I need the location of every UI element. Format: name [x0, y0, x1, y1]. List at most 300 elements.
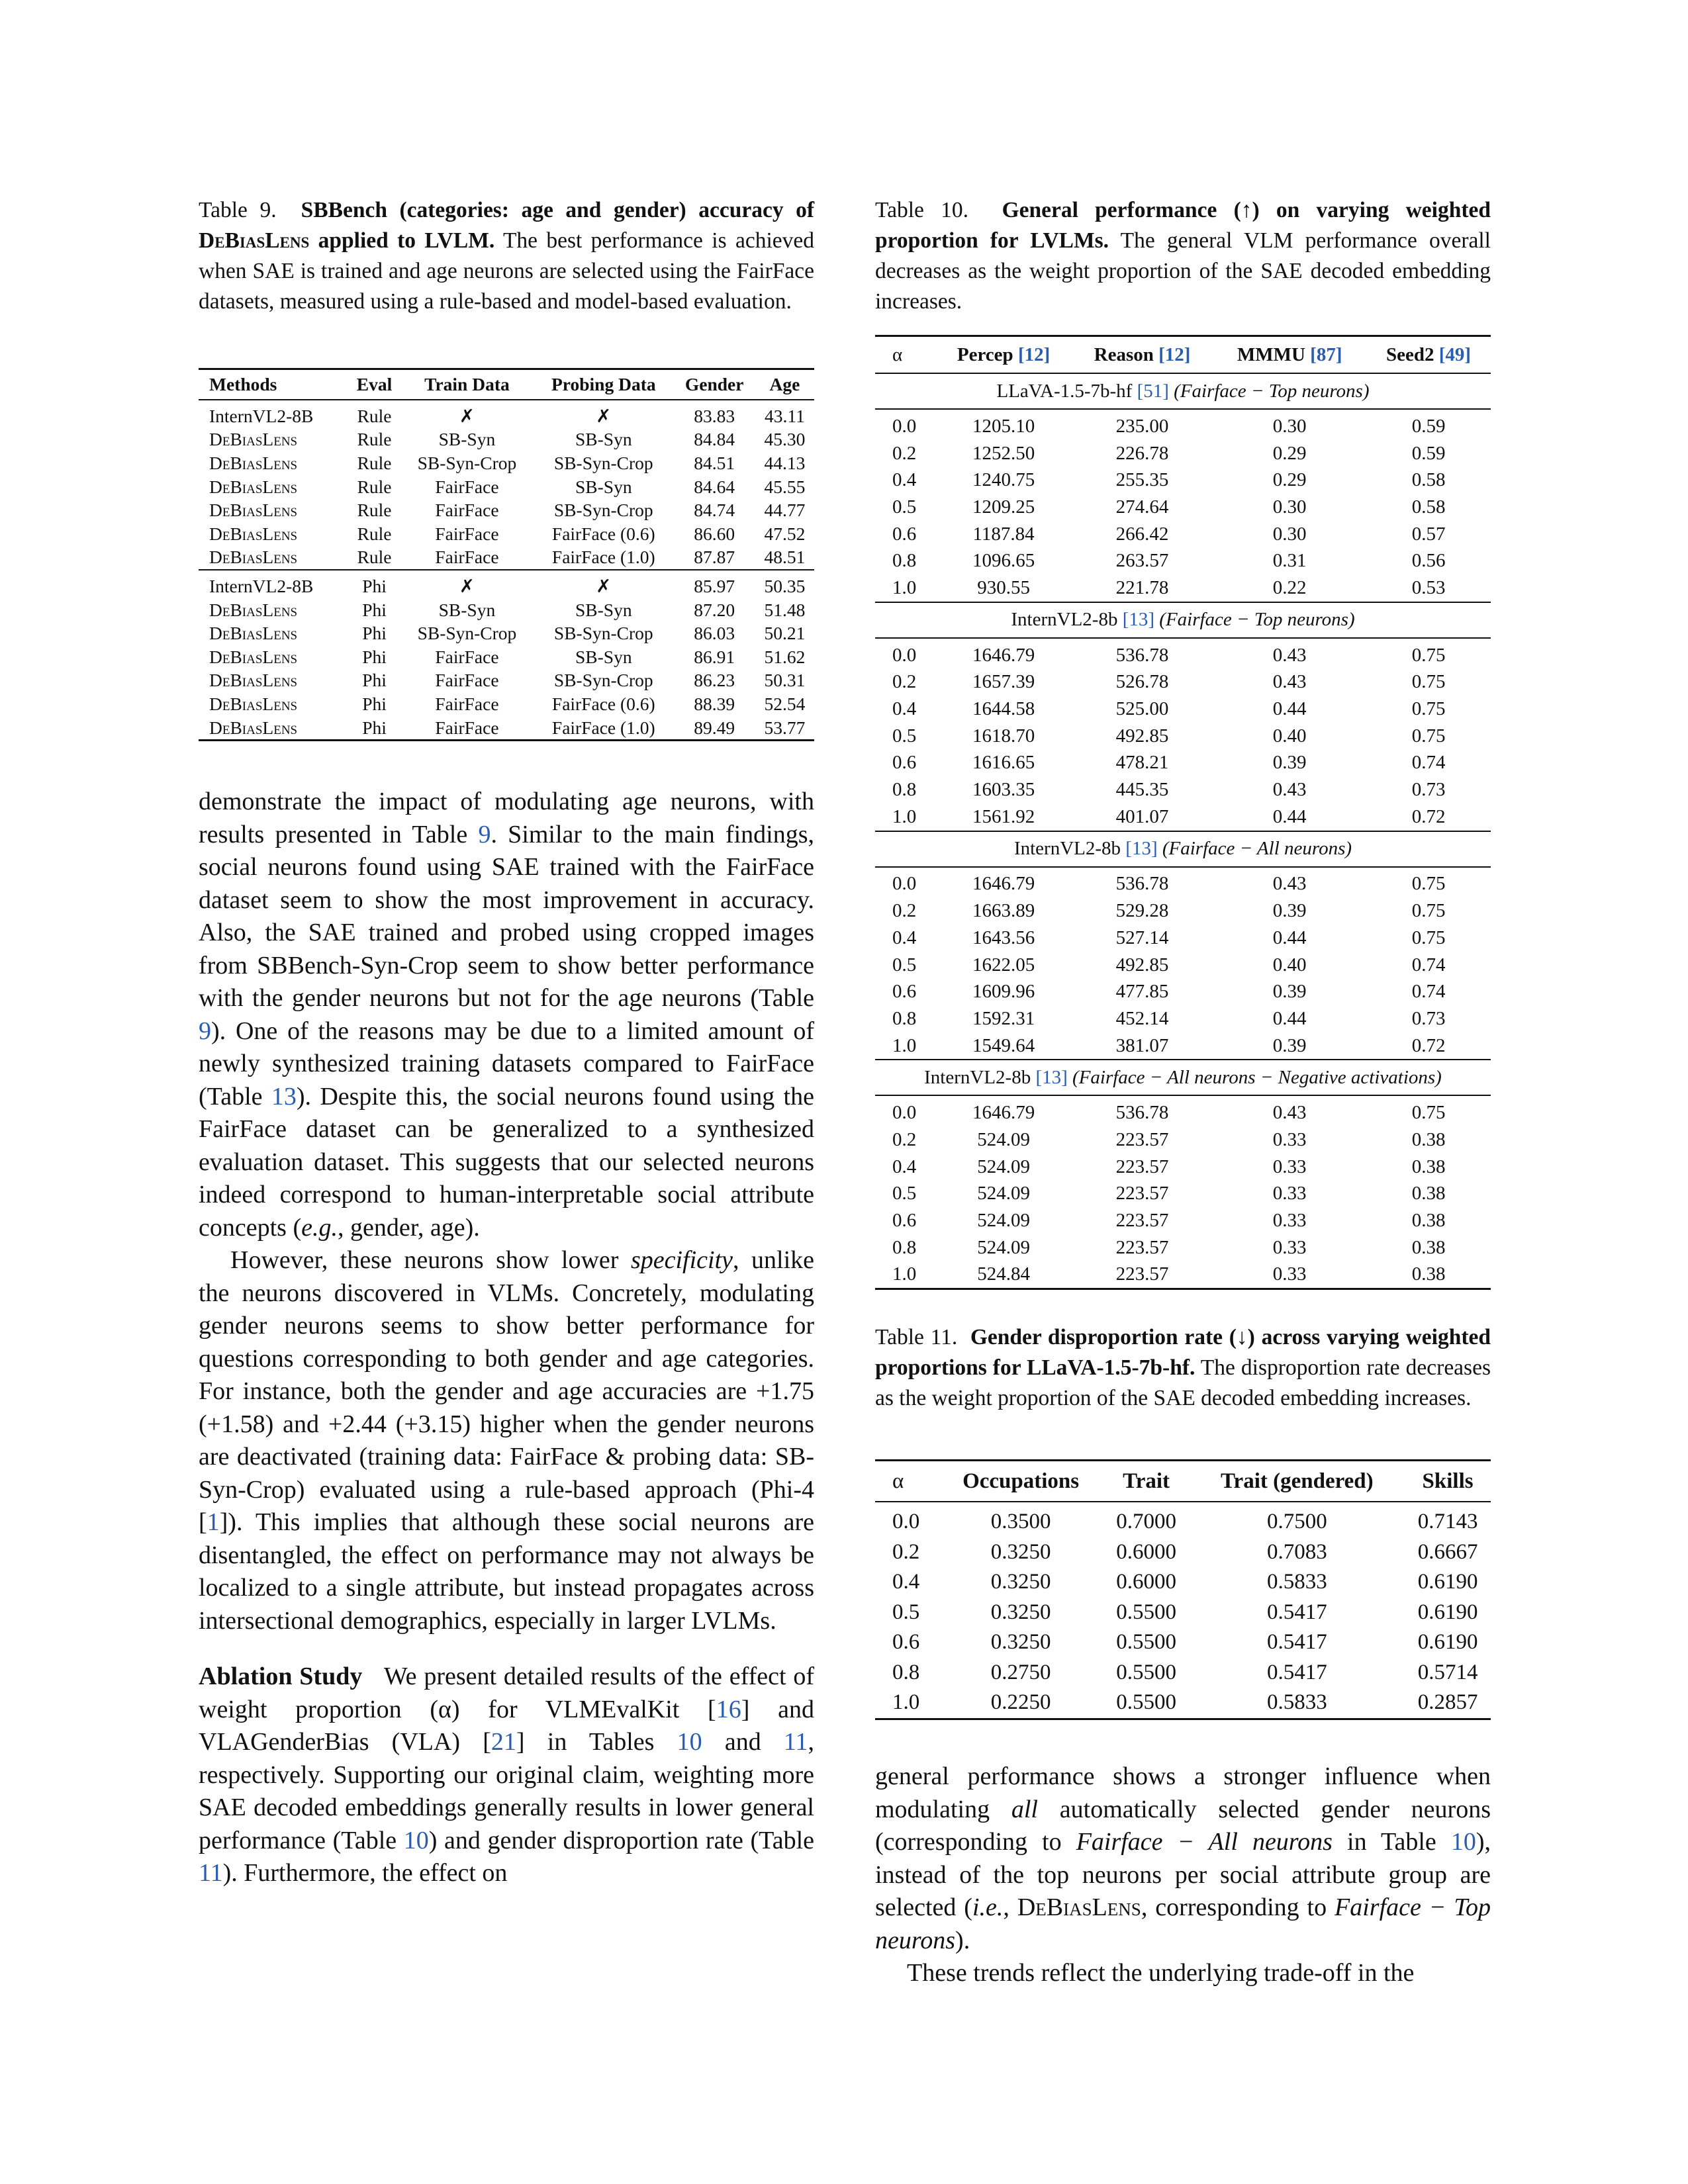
table-row	[875, 1095, 1491, 1126]
table-cell: 0.0	[892, 415, 917, 437]
table-cell: 1646.79	[972, 873, 1035, 895]
table-cell: Rule	[357, 405, 392, 426]
table-cell: 1643.56	[972, 927, 1035, 948]
table-cell: 524.84	[977, 1263, 1030, 1285]
table-cell: 0.0	[892, 644, 917, 666]
table-cell: 524.09	[977, 1236, 1030, 1258]
table-row	[875, 1567, 1491, 1598]
table-cell: 0.5714	[1417, 1660, 1478, 1684]
ablation-text: We present detailed results of the effect of weight proportion (α) for VLMEvalKit [16] and VLAGenderBias (VLA) [21] in Tables 10 and 11, respectively. Supporting our original claim, weighting more SAE decoded embeddings generally results in lower general performance (Table 10) and gender disproportion rate (Table 11). Furthermore, the effect on	[199, 1662, 814, 1887]
table-cell: 0.33	[1272, 1183, 1307, 1205]
table-cell: 0.2250	[990, 1690, 1051, 1715]
table-cell: Rule	[357, 429, 392, 450]
table-row	[875, 978, 1491, 1005]
table-cell: 0.6000	[1116, 1539, 1176, 1564]
table-cell: 0.38	[1411, 1263, 1446, 1285]
table-cell: 536.78	[1115, 1102, 1169, 1124]
table-cell: SB-Syn	[438, 599, 496, 620]
table-row	[875, 1688, 1491, 1719]
table-cell: 445.35	[1115, 779, 1169, 801]
citation: [49]	[1438, 343, 1472, 365]
section-condition: (Fairface − Top neurons)	[1174, 380, 1370, 402]
table-cell: 0.6	[892, 752, 917, 774]
table-row	[875, 669, 1491, 696]
table-cell: 0.59	[1411, 415, 1446, 437]
table-cell: 84.51	[694, 452, 735, 473]
table-cell: SB-Syn-Crop	[553, 623, 653, 644]
table-row	[875, 1261, 1491, 1289]
table11-header-row	[875, 1461, 1491, 1502]
table-cell: 1644.58	[972, 698, 1035, 720]
table-row	[875, 1598, 1491, 1628]
table-cell: Phi	[362, 670, 387, 691]
table-cell: 0.29	[1272, 469, 1307, 491]
table-cell: 86.60	[694, 523, 735, 544]
table-cell: 0.38	[1411, 1156, 1446, 1177]
table-cell: 1561.92	[972, 805, 1035, 827]
table-cell: 48.51	[764, 547, 806, 568]
table-cell: FairFace	[435, 500, 499, 521]
table-cell: 0.73	[1411, 779, 1446, 801]
table11-label: Table 11.	[875, 1325, 958, 1349]
left-body-text	[199, 786, 814, 1890]
table-cell: 1.0	[892, 1263, 917, 1285]
table-cell: 45.30	[764, 429, 806, 450]
table-cell: SB-Syn	[575, 599, 632, 620]
table-cell: 1609.96	[972, 981, 1035, 1003]
table-cell: 0.6	[892, 981, 917, 1003]
table-cell: 1209.25	[972, 496, 1035, 518]
table-cell: 0.8	[892, 779, 917, 801]
table-cell: 0.3500	[990, 1510, 1051, 1534]
table11-caption	[875, 1322, 1491, 1414]
table-cell: 0.5	[892, 725, 917, 747]
table-cell: 0.5417	[1266, 1600, 1327, 1624]
table-cell: 0.7500	[1266, 1510, 1327, 1534]
table-cell: 525.00	[1115, 698, 1169, 720]
table-cell: 1622.05	[972, 954, 1035, 976]
paragraph-general-performance: general performance shows a stronger influence when modulating all automatically selected gender neurons (corresponding to Fairface − All neurons in Table 10), instead of the top neurons per social attribute group are selected (i.e., DeBiasLens, corresponding to Fairface − Top neurons).	[875, 1762, 1491, 1954]
table-cell: FairFace (0.6)	[551, 523, 655, 544]
table-cell: 44.77	[764, 500, 806, 521]
table-cell: SB-Syn	[438, 429, 496, 450]
table-cell: 45.55	[764, 476, 806, 497]
table-cell: FairFace	[435, 693, 499, 714]
table-cell: 0.53	[1411, 576, 1446, 598]
table-cell: 0.39	[1272, 900, 1307, 922]
table11-header-cell: Occupations	[962, 1469, 1080, 1493]
table10-label: Table 10.	[875, 198, 969, 222]
table-cell: 524.09	[977, 1156, 1030, 1177]
header-label: α	[892, 343, 903, 365]
table-cell: 0.6190	[1417, 1570, 1478, 1594]
table-cell: DeBiasLens	[209, 429, 298, 450]
section-condition: (Fairface − All neurons)	[1162, 838, 1352, 860]
table9-header-cell: Probing Data	[551, 374, 656, 394]
table-row	[199, 692, 814, 716]
table-cell: 1096.65	[972, 550, 1035, 572]
table-cell: 0.56	[1411, 550, 1446, 572]
table-cell: Phi	[362, 623, 387, 644]
table-cell: DeBiasLens	[209, 717, 298, 738]
table-cell: 930.55	[977, 576, 1030, 598]
table11-header-cell: Skills	[1422, 1469, 1474, 1493]
table-cell: Rule	[357, 452, 392, 473]
table-cell: 0.5500	[1116, 1690, 1176, 1715]
table-cell: 1252.50	[972, 442, 1035, 464]
table-cell: Rule	[357, 523, 392, 544]
table10-section-title	[875, 1060, 1491, 1095]
table-row	[875, 925, 1491, 952]
table-cell: 84.74	[694, 500, 735, 521]
right-body-text	[875, 1760, 1491, 1990]
table-cell: 84.64	[694, 476, 735, 497]
table10-header-row	[875, 336, 1491, 374]
table-cell: Phi	[362, 575, 387, 596]
table-cell: 51.48	[764, 599, 806, 620]
table-row	[875, 409, 1491, 440]
table-cell: 255.35	[1115, 469, 1169, 491]
table-cell: FairFace	[435, 547, 499, 568]
section-title-cell	[875, 373, 1491, 409]
table-cell: ✗	[596, 405, 612, 426]
table-cell: 0.33	[1272, 1128, 1307, 1150]
table-row	[199, 400, 814, 428]
table-cell: 0.8	[892, 1007, 917, 1029]
table-cell: 0.3250	[990, 1539, 1051, 1564]
table-cell: 0.30	[1272, 496, 1307, 518]
table9-header-cell: Eval	[356, 374, 393, 394]
ablation-heading: Ablation Study	[199, 1662, 363, 1690]
table-cell: 524.09	[977, 1183, 1030, 1205]
table-cell: 86.03	[694, 623, 735, 644]
table-cell: 0.75	[1411, 1102, 1446, 1124]
table-cell: 266.42	[1115, 523, 1169, 545]
table-cell: 524.09	[977, 1128, 1030, 1150]
table-cell: 0.4	[892, 1156, 917, 1177]
table-cell: 0.38	[1411, 1128, 1446, 1150]
table-cell: 0.74	[1411, 752, 1446, 774]
table-cell: 0.29	[1272, 442, 1307, 464]
table-cell: 1.0	[892, 805, 917, 827]
table-cell: 84.84	[694, 429, 735, 450]
table-cell: 0.38	[1411, 1236, 1446, 1258]
section-model: InternVL2-8b	[924, 1066, 1031, 1088]
table-cell: DeBiasLens	[209, 452, 298, 473]
table-row	[199, 716, 814, 741]
table-cell: SB-Syn-Crop	[553, 452, 653, 473]
table-cell: DeBiasLens	[209, 693, 298, 714]
section-model: LLaVA-1.5-7b-hf	[996, 380, 1133, 402]
table-cell: 0.4	[892, 469, 917, 491]
table-cell: 50.31	[764, 670, 806, 691]
paragraph-specificity: However, these neurons show lower specificity, unlike the neurons discovered in VLMs. Concretely, modulating gender neurons seems to show better performance for questions corresponding to both gender and age categories. For instance, both the gender and age accuracies are +1.75 (+1.58) and +2.44 (+3.15) higher when the gender neurons are deactivated (training data: FairFace & probing data: SB-Syn-Crop) evaluated using a rule-based approach (Phi-4 [1]). This implies that although these social neurons are disentangled, the effect on performance may not always be localized to a single attribute, but instead propagates across intersectional demographics, especially in larger LVLMs.	[199, 1246, 814, 1635]
table-cell: 1657.39	[972, 671, 1035, 693]
table-cell: 221.78	[1115, 576, 1169, 598]
table-cell: FairFace	[435, 523, 499, 544]
table-cell: 1616.65	[972, 752, 1035, 774]
table-cell: 0.2	[892, 671, 917, 693]
paragraph-tradeoff: These trends reflect the underlying trade-off in the	[907, 1959, 1415, 1987]
table-row	[875, 1502, 1491, 1537]
table-cell: 0.31	[1272, 550, 1307, 572]
table-cell: 0.5500	[1116, 1660, 1176, 1684]
table-cell: DeBiasLens	[209, 500, 298, 521]
header-label: Seed2	[1386, 343, 1434, 365]
table-cell: 0.73	[1411, 1007, 1446, 1029]
table10-body	[875, 373, 1491, 1289]
table-cell: 274.64	[1115, 496, 1169, 518]
table9-caption	[199, 195, 814, 317]
table-cell: 87.87	[694, 547, 735, 568]
table-cell: 0.8	[892, 550, 917, 572]
table-cell: 1618.70	[972, 725, 1035, 747]
table-cell: ✗	[459, 405, 475, 426]
table-cell: 86.91	[694, 646, 735, 667]
table-cell: 0.22	[1272, 576, 1307, 598]
table10-section-title	[875, 602, 1491, 638]
table-cell: 89.49	[694, 717, 735, 738]
table10	[875, 335, 1491, 1290]
table-cell: FairFace	[435, 670, 499, 691]
table-cell: 0.43	[1272, 644, 1307, 666]
table-cell: 0.4	[892, 927, 917, 948]
table-cell: 0.58	[1411, 496, 1446, 518]
table11-header-cell: Trait	[1123, 1469, 1170, 1493]
table-cell: FairFace (1.0)	[551, 717, 655, 738]
table-cell: 0.38	[1411, 1183, 1446, 1205]
table-cell: 0.75	[1411, 725, 1446, 747]
table-cell: Rule	[357, 500, 392, 521]
table-cell: 0.5500	[1116, 1630, 1176, 1655]
table11	[875, 1459, 1491, 1720]
table-cell: 0.5833	[1266, 1570, 1327, 1594]
table-cell: Rule	[357, 476, 392, 497]
citation: [13]	[1122, 609, 1155, 631]
table9-header-cell: Age	[769, 374, 800, 394]
table-cell: 223.57	[1115, 1156, 1169, 1177]
table-cell: ✗	[596, 575, 612, 596]
table-row	[199, 645, 814, 669]
table-cell: FairFace	[435, 646, 499, 667]
table-cell: 1603.35	[972, 779, 1035, 801]
table-cell: 223.57	[1115, 1183, 1169, 1205]
table-row	[199, 498, 814, 522]
table-row	[199, 522, 814, 546]
table-row	[875, 1627, 1491, 1658]
table-cell: 0.6	[892, 1630, 920, 1655]
table9-label: Table 9.	[199, 198, 277, 222]
table-cell: 1205.10	[972, 415, 1035, 437]
table-cell: 0.2	[892, 1539, 920, 1564]
table-cell: 1663.89	[972, 900, 1035, 922]
table-cell: 0.39	[1272, 981, 1307, 1003]
table10-header-cell	[1213, 336, 1366, 374]
table-cell: SB-Syn-Crop	[553, 670, 653, 691]
citation: [12]	[1158, 343, 1191, 365]
table9-header-cell: Gender	[684, 374, 744, 394]
table-cell: 0.6	[892, 1210, 917, 1232]
table-cell: 0.5	[892, 954, 917, 976]
table-cell: 0.40	[1272, 725, 1307, 747]
table-cell: DeBiasLens	[209, 547, 298, 568]
table-row	[199, 669, 814, 693]
table-cell: 477.85	[1115, 981, 1169, 1003]
table-cell: 52.54	[764, 693, 806, 714]
table9-caption-bold-end: applied to LVLM.	[309, 228, 495, 253]
table-cell: 0.2	[892, 442, 917, 464]
table-cell: 0.38	[1411, 1210, 1446, 1232]
table9	[199, 368, 814, 741]
table-cell: DeBiasLens	[209, 646, 298, 667]
table-row	[875, 1154, 1491, 1181]
table-row	[875, 867, 1491, 898]
table-cell: 0.58	[1411, 469, 1446, 491]
table-row	[875, 1181, 1491, 1208]
table-row	[875, 897, 1491, 925]
table-cell: 226.78	[1115, 442, 1169, 464]
table-cell: 0.5833	[1266, 1690, 1327, 1715]
table-cell: 0.5417	[1266, 1630, 1327, 1655]
table-cell: 87.20	[694, 599, 735, 620]
table-cell: 1187.84	[972, 523, 1035, 545]
table-row	[199, 428, 814, 452]
table10-header-cell	[1072, 336, 1213, 374]
table-cell: 452.14	[1115, 1007, 1169, 1029]
table-cell: 0.5	[892, 1600, 920, 1624]
table-cell: 0.6000	[1116, 1570, 1176, 1594]
table-cell: 401.07	[1115, 805, 1169, 827]
table-cell: 0.39	[1272, 1034, 1307, 1056]
table-cell: 1240.75	[972, 469, 1035, 491]
table-cell: Phi	[362, 717, 387, 738]
citation: [12]	[1017, 343, 1051, 365]
table-cell: 223.57	[1115, 1128, 1169, 1150]
table-cell: 0.75	[1411, 698, 1446, 720]
table11-caption-text: The disproportion rate decreases as the weight proportion of the SAE decoded embedding increases.	[875, 1355, 1491, 1410]
table-cell: FairFace	[435, 717, 499, 738]
table-cell: Phi	[362, 646, 387, 667]
table-cell: FairFace (1.0)	[551, 547, 655, 568]
table-cell: 1.0	[892, 1034, 917, 1056]
table-cell: 85.97	[694, 575, 735, 596]
table-cell: InternVL2-8B	[209, 575, 314, 596]
table-cell: 83.83	[694, 405, 735, 426]
table9-caption-bold: SBBench (categories: age and gender) accuracy of	[301, 198, 815, 222]
table-cell: ✗	[459, 575, 475, 596]
table-row	[875, 574, 1491, 602]
table-cell: 0.44	[1272, 1007, 1307, 1029]
table-cell: 478.21	[1115, 752, 1169, 774]
table-cell: Phi	[362, 599, 387, 620]
table-cell: 0.8	[892, 1660, 920, 1684]
table-cell: 0.5500	[1116, 1600, 1176, 1624]
table-row	[875, 467, 1491, 494]
table10-caption-text: The general VLM performance overall decreases as the weight proportion of the SAE decoded embedding increases.	[875, 228, 1491, 314]
table-cell: 53.77	[764, 717, 806, 738]
table-cell: 0.72	[1411, 1034, 1446, 1056]
table-cell: Phi	[362, 693, 387, 714]
table-cell: 536.78	[1115, 873, 1169, 895]
header-label: Percep	[957, 343, 1013, 365]
citation: [13]	[1125, 838, 1158, 860]
table-cell: 1646.79	[972, 1102, 1035, 1124]
table-cell: 0.0	[892, 873, 917, 895]
table-cell: DeBiasLens	[209, 670, 298, 691]
table-cell: 88.39	[694, 693, 735, 714]
section-title-cell	[875, 1060, 1491, 1095]
table-cell: 0.33	[1272, 1263, 1307, 1285]
table10-section-title	[875, 373, 1491, 409]
table-row	[875, 750, 1491, 777]
paragraph-impact: demonstrate the impact of modulating age neurons, with results presented in Table 9. Similar to the main findings, social neurons found using SAE trained with the FairFace dataset seem to show the most improvement in accuracy. Also, the SAE trained and probed using cropped images from SBBench-Syn-Crop seem to show better performance with the gender neurons but not for the age neurons (Table 9). One of the reasons may be due to a limited amount of newly synthesized training datasets compared to FairFace (Table 13). Despite this, the social neurons found using the FairFace dataset can be generalized to a synthesized evaluation dataset. This suggests that our selected neurons indeed correspond to human-interpretable social attribute concepts (e.g., gender, age).	[199, 788, 815, 1242]
table-cell: 0.59	[1411, 442, 1446, 464]
table-cell: 0.44	[1272, 698, 1307, 720]
table-cell: 0.4	[892, 1570, 920, 1594]
table-row	[875, 776, 1491, 803]
table-cell: 0.72	[1411, 805, 1446, 827]
table9-group-phi	[199, 570, 814, 741]
table-cell: Rule	[357, 547, 392, 568]
section-condition: (Fairface − All neurons − Negative activations)	[1072, 1066, 1442, 1088]
table-cell: 0.33	[1272, 1156, 1307, 1177]
table9-caption-text: The best performance is achieved when SAE is trained and age neurons are selected using the FairFace datasets, measured using a rule-based and model-based evaluation.	[199, 228, 814, 314]
table-cell: 0.6	[892, 523, 917, 545]
table10-caption	[875, 195, 1491, 317]
table-cell: 0.33	[1272, 1210, 1307, 1232]
table-cell: 527.14	[1115, 927, 1169, 948]
table-row	[875, 1032, 1491, 1060]
citation: [13]	[1035, 1066, 1068, 1088]
table-cell: DeBiasLens	[209, 599, 298, 620]
table-cell: 47.52	[764, 523, 806, 544]
table-row	[199, 621, 814, 645]
table-cell: 0.2857	[1417, 1690, 1478, 1715]
table-cell: 0.5	[892, 496, 917, 518]
section-title-cell	[875, 831, 1491, 867]
table-cell: 1.0	[892, 1690, 920, 1715]
table11-body	[875, 1502, 1491, 1719]
table10-caption-bold: General performance (↑) on varying weighted proportion for LVLMs.	[875, 198, 1491, 253]
table-row	[875, 521, 1491, 548]
table-cell: 0.3250	[990, 1570, 1051, 1594]
table-cell: 0.3250	[990, 1630, 1051, 1655]
table-cell: DeBiasLens	[209, 623, 298, 644]
table-cell: 0.44	[1272, 927, 1307, 948]
table-cell: 0.5	[892, 1183, 917, 1205]
table-cell: 0.7000	[1116, 1510, 1176, 1534]
table-cell: 492.85	[1115, 725, 1169, 747]
table-cell: 0.75	[1411, 873, 1446, 895]
table-cell: 0.43	[1272, 671, 1307, 693]
table-cell: 223.57	[1115, 1263, 1169, 1285]
table9-header-row	[199, 369, 814, 400]
table-row	[875, 494, 1491, 521]
table-cell: 0.4	[892, 698, 917, 720]
table-cell: 0.6190	[1417, 1600, 1478, 1624]
table-cell: 50.21	[764, 623, 806, 644]
table-row	[199, 475, 814, 499]
table9-header-cell: Methods	[209, 374, 277, 394]
table-cell: 0.2750	[990, 1660, 1051, 1684]
table-cell: 44.13	[764, 452, 806, 473]
table-row	[875, 696, 1491, 723]
table-cell: 0.43	[1272, 1102, 1307, 1124]
table-cell: 223.57	[1115, 1236, 1169, 1258]
table-cell: 1592.31	[972, 1007, 1035, 1029]
table-row	[875, 440, 1491, 467]
table-row	[875, 638, 1491, 669]
